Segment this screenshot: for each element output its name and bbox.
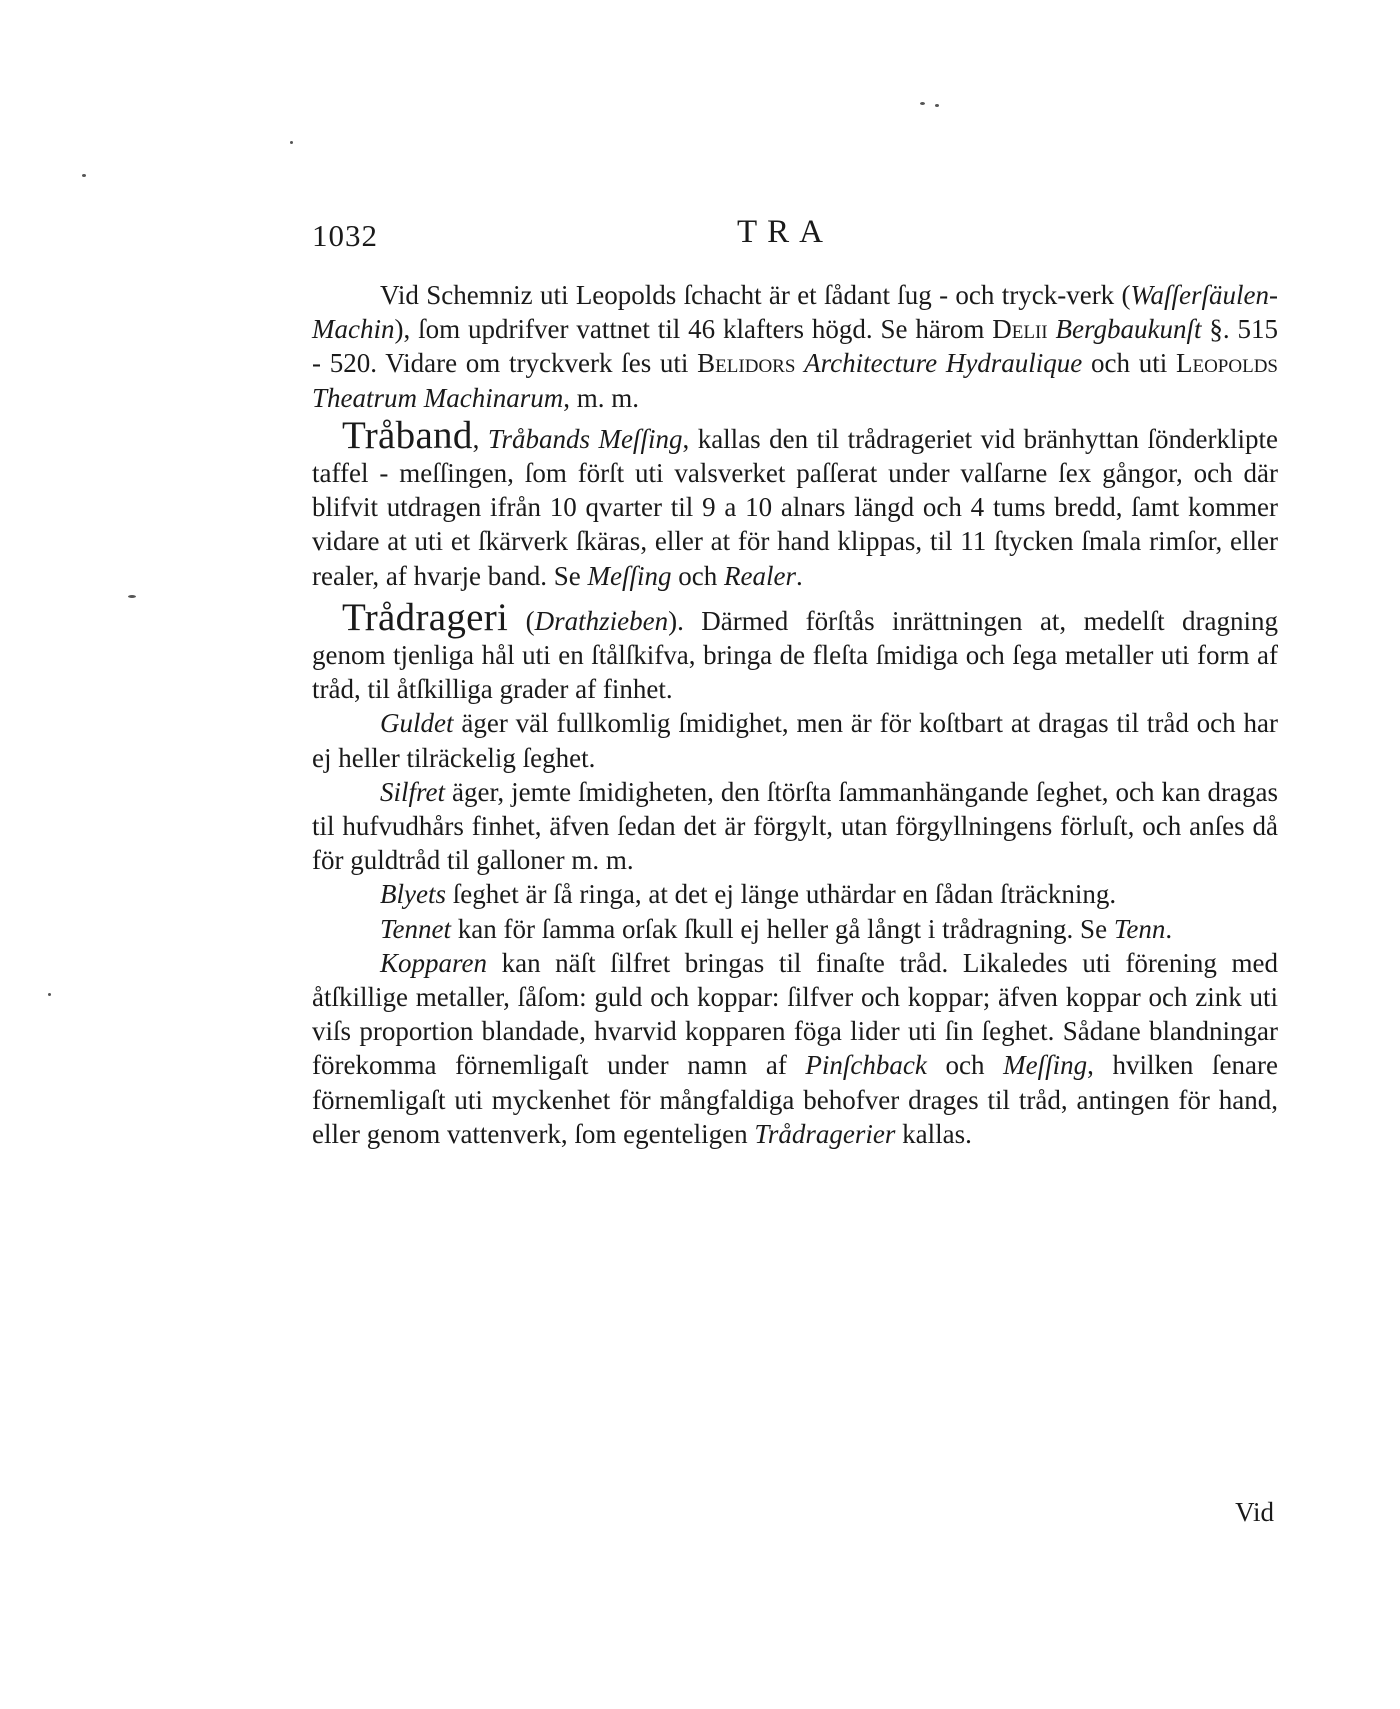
catchword: Vid [1235, 1497, 1274, 1527]
ink-speck [82, 174, 86, 177]
page-number: 1032 [312, 218, 378, 253]
paragraph-schemniz: Vid Schemniz uti Leopolds ſchacht är et ſådant ſug - och tryck-verk (Waſſerſäulen-Machin), ſom updrifver vattnet til 46 klafters högd. Se härom Delii Bergbaukunſt §. 515 - 520. Vidare om tryckverk ſes uti Belidors Architecture Hydraulique och uti Leopolds Theatrum Machinarum, m. m. [312, 280, 1278, 413]
headword: Tråband [342, 413, 473, 457]
ink-speck [48, 993, 51, 996]
paragraph-blyets: Blyets ſeghet är ſå ringa, at det ej länge uthärdar en ſådan ſträckning. [380, 879, 1117, 910]
paragraph-guldet: Guldet äger väl fullkomlig ſmidighet, men är för koſtbart at dragas til tråd och har ej heller tilräckelig ſeghet. [312, 708, 1278, 773]
ink-speck [128, 595, 136, 598]
headword: Trådrageri [342, 595, 509, 639]
entry-traband: Tråband, Tråbands Meſſing, kallas den til trådrageriet vid bränhyttan ſönderklipte taffel - meſſingen, ſom förſt uti valsverket paſſerat under valſarne ſex gångor, och där blifvit utdragen ifrån 10 qvarter til 9 a 10 alnars längd och 4 tums bredd, ſamt kommer vidare at uti et ſkärverk ſkäras, eller at för hand klippas, til 11 ſtycken ſmala rimſor, eller realer, af hvarje band. Se Meſſing och Realer. [312, 413, 1278, 591]
paragraph-kopparen: Kopparen kan näſt ſilfret bringas til finaſte tråd. Likaledes uti förening med åtſkillige metaller, ſåſom: guld och koppar: ſilfver och koppar; äfven koppar och zink uti viſs proportion blandade, hvarvid kopparen föga lider uti ſin ſeghet. Sådane blandningar förekomma förnemligaſt under namn af Pinſchback och Meſſing, hvilken ſenare förnemligaſt uti myckenhet för mångfaldiga behofver drages til tråd, antingen för hand, eller genom vattenverk, ſom egenteligen Trådragerier kallas. [312, 947, 1278, 1149]
page-header [312, 208, 1278, 258]
book-page [312, 0, 1278, 1709]
ink-speck [290, 141, 293, 144]
running-head: TRA [737, 214, 833, 250]
page-body [312, 278, 1278, 1151]
entry-tradrageri: Trådrageri (Drathzieben). Därmed förſtås inrättningen at, medelſt dragning genom tjenliga hål uti en ſtålſkifva, bringa de fleſta ſmidiga och ſega metaller uti form af tråd, til åtſkilliga grader af finhet. [312, 595, 1278, 705]
paragraph-silfret: Silfret äger, jemte ſmidigheten, den ſtörſta ſammanhängande ſeghet, och kan dragas til hufvudhårs finhet, äfven ſedan det är förgylt, utan förgyllningens förluſt, och anſes då för guldtråd til galloner m. m. [312, 776, 1278, 876]
paragraph-tennet: Tennet kan för ſamma orſak ſkull ej heller gå långt i trådragning. Se Tenn. [380, 913, 1173, 944]
